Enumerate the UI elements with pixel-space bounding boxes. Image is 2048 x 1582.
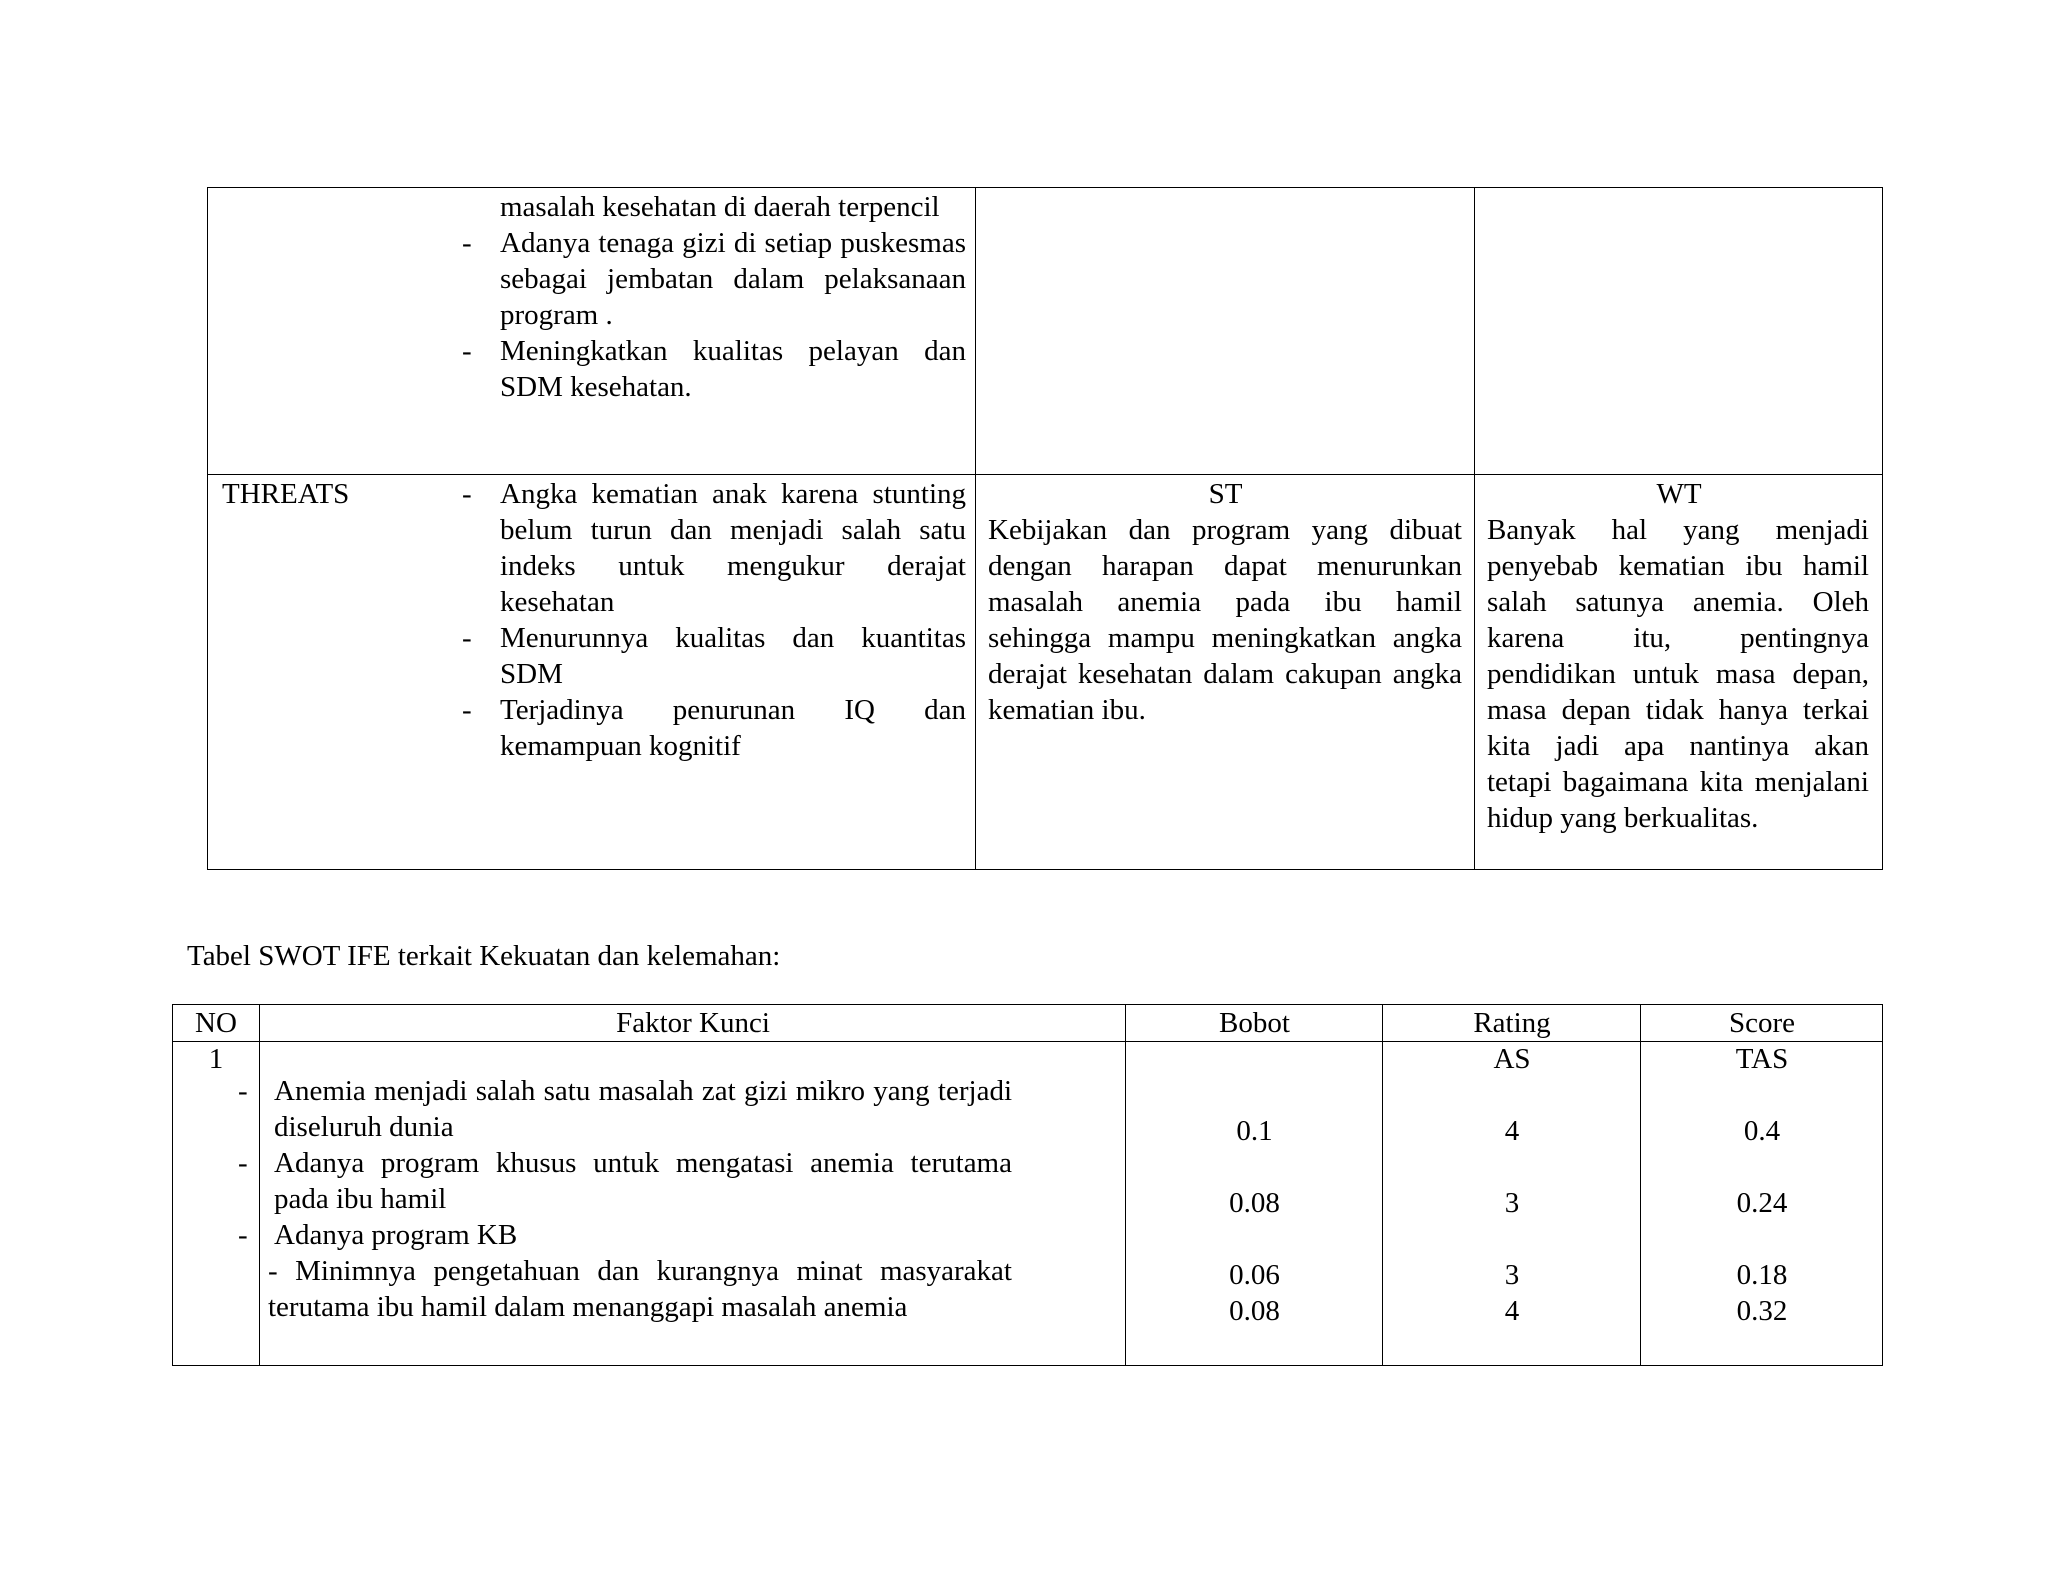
swot-column-divider: [1474, 188, 1475, 869]
ife-column-divider: [1640, 1005, 1641, 1365]
header-rating: Rating: [1473, 1007, 1551, 1039]
threat-item: - Angka kematian anak karena stunting belum turun dan menjadi salah satu indeks untuk mengukur derajat kesehatan: [500, 476, 966, 620]
score-value: 0.18: [1736, 1259, 1788, 1291]
wt-strategy-text: Banyak hal yang menjadi penyebab kematian ibu hamil salah satunya anemia. Oleh karena itu, pentingnya pendidikan untuk masa depan, masa depan tidak hanya terkai kita jadi apa nantinya akan tetapi bagaimana kita menjalani hidup yang berkualitas.: [1487, 514, 1869, 834]
ife-table: [172, 1004, 1883, 1366]
key-factor-item: - Anemia menjadi salah satu masalah zat gizi mikro yang terjadi diseluruh dunia: [274, 1073, 1012, 1145]
wt-strategy-label: WT: [1656, 478, 1702, 510]
rating-value: 3: [1504, 1187, 1520, 1219]
threats-list: [500, 476, 966, 764]
bobot-value: 0.08: [1229, 1187, 1280, 1219]
st-strategy-label: ST: [1208, 478, 1243, 510]
opportunity-item: - Adanya tenaga gizi di setiap puskesmas sebagai jembatan dalam pelaksanaan program .: [500, 225, 966, 333]
ife-column-divider: [259, 1005, 260, 1365]
threats-label: THREATS: [222, 478, 350, 510]
st-strategy-text: Kebijakan dan program yang dibuat dengan harapan dapat menurunkan masalah anemia pada ibu hamil sehingga mampu meningkatkan angka derajat kesehatan dalam cakupan angka kematian ibu.: [988, 514, 1462, 726]
opportunity-item: masalah kesehatan di daerah terpencil: [500, 191, 940, 223]
row-number: 1: [208, 1043, 224, 1075]
swot-matrix-table: [207, 187, 1883, 870]
rating-subheader: AS: [1493, 1043, 1531, 1075]
bobot-value: 0.08: [1229, 1295, 1280, 1327]
key-factor-item: - Adanya program KB: [274, 1217, 1012, 1253]
score-value: 0.24: [1736, 1187, 1788, 1219]
ife-column-divider: [1382, 1005, 1383, 1365]
opportunity-item: - Meningkatkan kualitas pelayan dan SDM kesehatan.: [500, 333, 966, 405]
header-bobot: Bobot: [1219, 1007, 1290, 1039]
threat-item: - Terjadinya penurunan IQ dan kemampuan kognitif: [500, 692, 966, 764]
key-factor-item: - Adanya program khusus untuk mengatasi anemia terutama pada ibu hamil: [274, 1145, 1012, 1217]
ife-column-divider: [1125, 1005, 1126, 1365]
bobot-value: 0.1: [1236, 1115, 1273, 1147]
bobot-value: 0.06: [1229, 1259, 1280, 1291]
rating-value: 4: [1504, 1295, 1520, 1327]
score-value: 0.32: [1736, 1295, 1788, 1327]
key-factor-list: [268, 1073, 1012, 1325]
key-factor-item: - Minimnya pengetahuan dan kurangnya minat masyarakat terutama ibu hamil dalam menanggapi masalah anemia: [268, 1253, 1012, 1325]
ife-table-caption: Tabel SWOT IFE terkait Kekuatan dan kelemahan:: [187, 940, 781, 972]
swot-column-divider: [975, 188, 976, 869]
score-value: 0.4: [1743, 1115, 1781, 1147]
rating-value: 3: [1504, 1259, 1520, 1291]
opportunities-list: [500, 189, 966, 405]
header-faktor-kunci: Faktor Kunci: [616, 1007, 770, 1039]
score-subheader: TAS: [1735, 1043, 1789, 1075]
rating-value: 4: [1504, 1115, 1520, 1147]
threat-item: - Menurunnya kualitas dan kuantitas SDM: [500, 620, 966, 692]
header-score: Score: [1728, 1007, 1796, 1039]
header-no: NO: [195, 1007, 237, 1039]
swot-row-divider: [208, 474, 1882, 475]
